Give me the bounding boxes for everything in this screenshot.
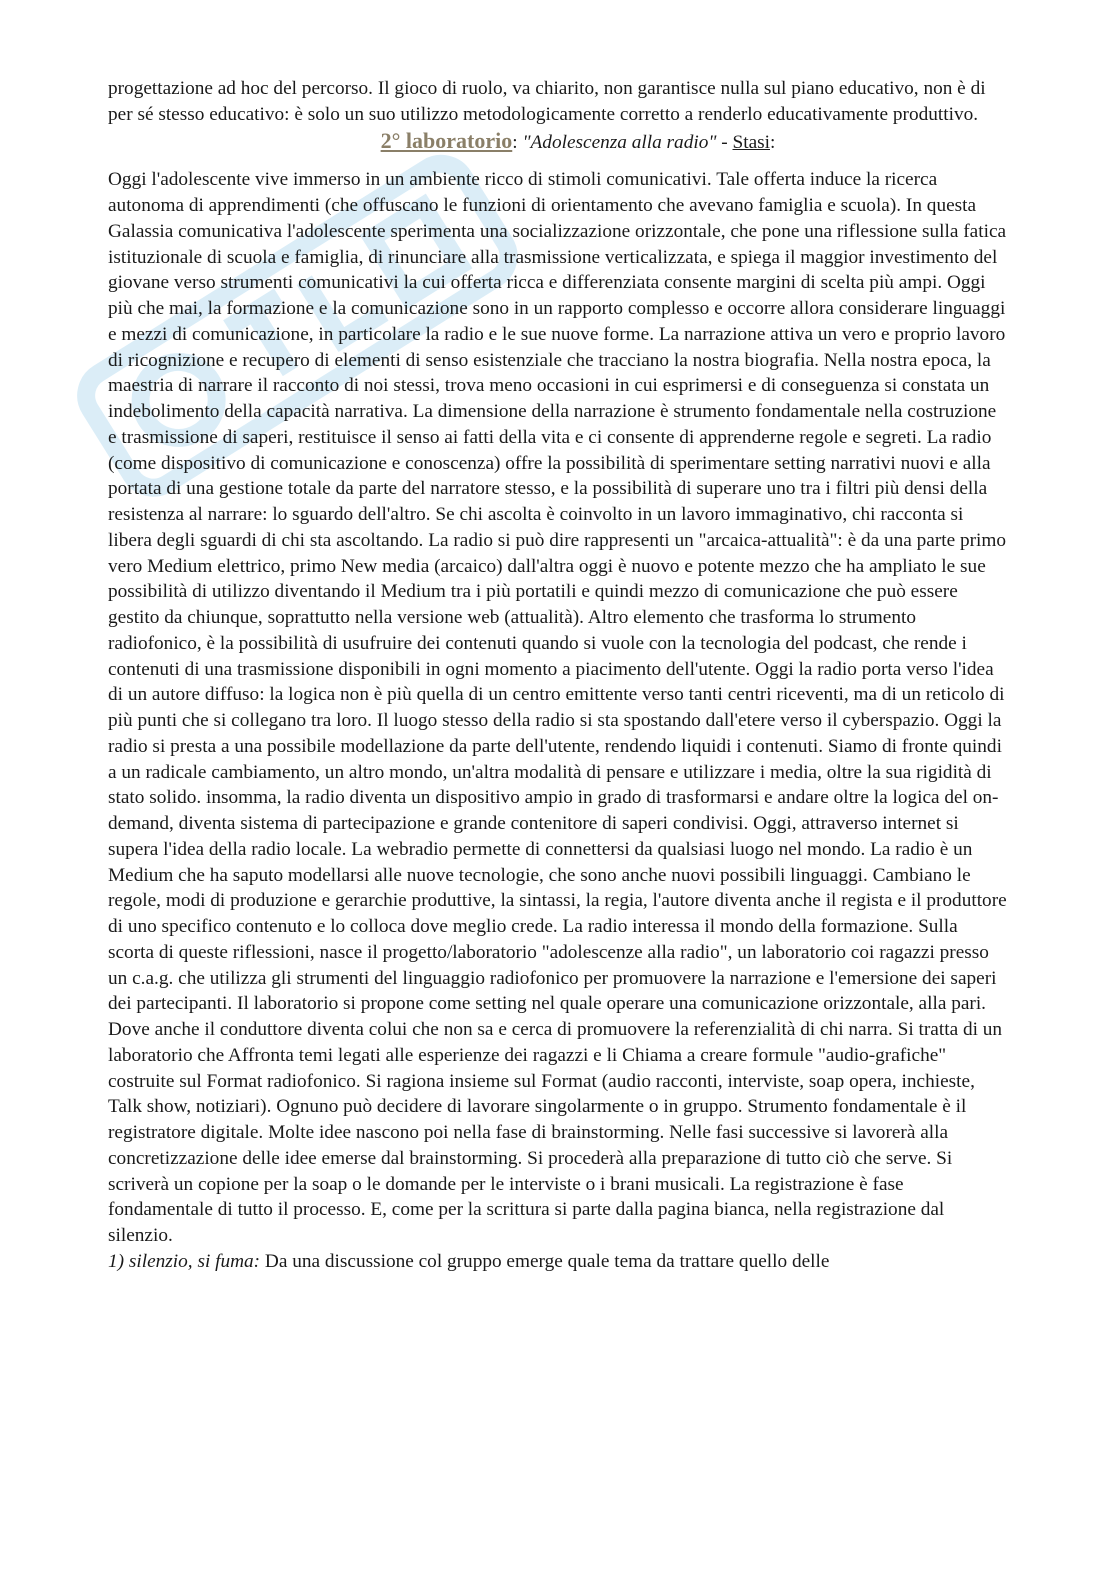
case-label: 1) silenzio, si fuma:: [108, 1250, 261, 1272]
heading-colon: :: [512, 131, 518, 153]
section-heading: [108, 128, 1008, 156]
case-paragraph: [108, 1249, 1008, 1275]
heading-title: "Adolescenza alla radio": [522, 131, 717, 153]
heading-end: :: [770, 131, 776, 153]
body-paragraph: Oggi l'adolescente vive immerso in un ambiente ricco di stimoli comunicativi. Tale offerta induce la ricerca autonoma di apprendimenti (che offuscano le funzioni di orientamento che avevano famiglia e scuola). In questa Galassia comunicativa l'adolescente sperimenta una socializzazione orizzontale, che pone una riflessione sulla fatica istituzionale di scuola e famiglia, di rinunciare alla trasmissione verticalizzata, e spiega il maggior investimento del giovane verso strumenti comunicativi la cui offerta ricca e differenziata consente margini di scelta più ampi. Oggi più che mai, la formazione e la comunicazione sono in un rapporto complesso e occorre allora considerare linguaggi e mezzi di comunicazione, in particolare la radio e le sue nuove forme. La narrazione attiva un vero e proprio lavoro di ricognizione e recupero di elementi di senso esistenziale che tracciano la nostra biografia. Nella nostra epoca, la maestria di narrare il racconto di noi stessi, trova meno occasioni in cui esprimersi e di conseguenza si constata un indebolimento della capacità narrativa. La dimensione della narrazione è strumento fondamentale nella costruzione e trasmissione di saperi, restituisce il senso ai fatti della vita e ci consente di apprenderne regole e segreti. La radio (come dispositivo di comunicazione e conoscenza) offre la possibilità di sperimentare setting narrativi nuovi e alla portata di una gestione totale da parte del narratore stesso, e la possibilità di superare uno tra i filtri più densi della resistenza al narrare: lo sguardo dell'altro. Se chi ascolta è coinvolto in un lavoro immaginativo, chi racconta si libera degli sguardi di chi sta ascoltando. La radio si può dire rappresenti un "arcaica-attualità": è da una parte primo vero Medium elettrico, primo New media (arcaico) dall'altra oggi è nuovo e potente mezzo che ha ampliato le sue possibilità di utilizzo diventando il Medium tra i più portatili e quindi mezzo di comunicazione che può essere gestito da chiunque, soprattutto nella versione web (attualità). Altro elemento che trasforma lo strumento radiofonico, è la possibilità di usufruire dei contenuti quando si vuole con la tecnologia del podcast, che rende i contenuti di una trasmissione disponibili in ogni momento a piacimento dell'utente. Oggi la radio porta verso l'idea di un autore diffuso: la logica non è più quella di un centro emittente verso tanti centri riceventi, ma di un reticolo di più punti che si collegano tra loro. Il luogo stesso della radio si sta spostando dall'etere verso il cyberspazio. Oggi la radio si presta a una possibile modellazione da parte dell'utente, rendendo liquidi i contenuti. Siamo di fronte quindi a un radicale cambiamento, un altro mondo, un'altra modalità di pensare e utilizzare i media, oltre la sua rigidità di stato solido. insomma, la radio diventa un dispositivo ampio in grado di trasformarsi e andare oltre la logica del on-demand, diventa sistema di partecipazione e grande contenitore di saperi condivisi. Oggi, attraverso internet si supera l'idea della radio locale. La webradio permette di connettersi da qualsiasi luogo nel mondo. La radio è un Medium che ha saputo modellarsi alle nuove tecnologie, che sono anche nuovi possibili linguaggi. Cambiano le regole, modi di produzione e gerarchie produttive, la sintassi, la regia, l'autore diventa anche il regista e il produttore di uno specifico contenuto e lo colloca dove meglio crede. La radio interessa il mondo della formazione. Sulla scorta di queste riflessioni, nasce il progetto/laboratorio "adolescenze alla radio", un laboratorio coi ragazzi presso un c.a.g. che utilizza gli strumenti del linguaggio radiofonico per promuovere la narrazione e l'emersione dei saperi dei partecipanti. Il laboratorio si propone come setting nel quale operare una comunicazione orizzontale, alla pari. Dove anche il conduttore diventa colui che non sa e cerca di promuovere la referenzialità di chi narra. Si tratta di un laboratorio che Affronta temi legati alle esperienze dei ragazzi e li Chiama a creare formule "audio-grafiche" costruite sul Format radiofonico. Si ragiona insieme sul Format (audio racconti, interviste, soap opera, inchieste, Talk show, notiziari). Ognuno può decidere di lavorare singolarmente o in gruppo. Strumento fondamentale è il registratore digitale. Molte idee nascono poi nella fase di brainstorming. Nelle fasi successive si lavorerà alla concretizzazione delle idee emerse dal brainstorming. Si procederà alla preparazione di tutto ciò che serve. Si scriverà un copione per la soap o le domande per le interviste o i brani musicali. La registrazione è fase fondamentale di tutto il processo. E, come per la scrittura si parte dalla pagina bianca, nella registrazione dal silenzio.: [108, 169, 1007, 1246]
heading-dash: -: [716, 131, 733, 153]
heading-lab-label: 2° laboratorio: [380, 127, 513, 153]
intro-paragraph: progettazione ad hoc del percorso. Il gioco di ruolo, va chiarito, non garantisce nulla sul piano educativo, non è di per sé stesso educativo: è solo un suo utilizzo metodologicamente corretto a renderlo educativamente produttivo.: [108, 78, 986, 125]
heading-author: Stasi: [732, 131, 770, 153]
document-page: [108, 76, 1008, 1275]
case-text: Da una discussione col gruppo emerge quale tema da trattare quello delle: [260, 1250, 830, 1272]
